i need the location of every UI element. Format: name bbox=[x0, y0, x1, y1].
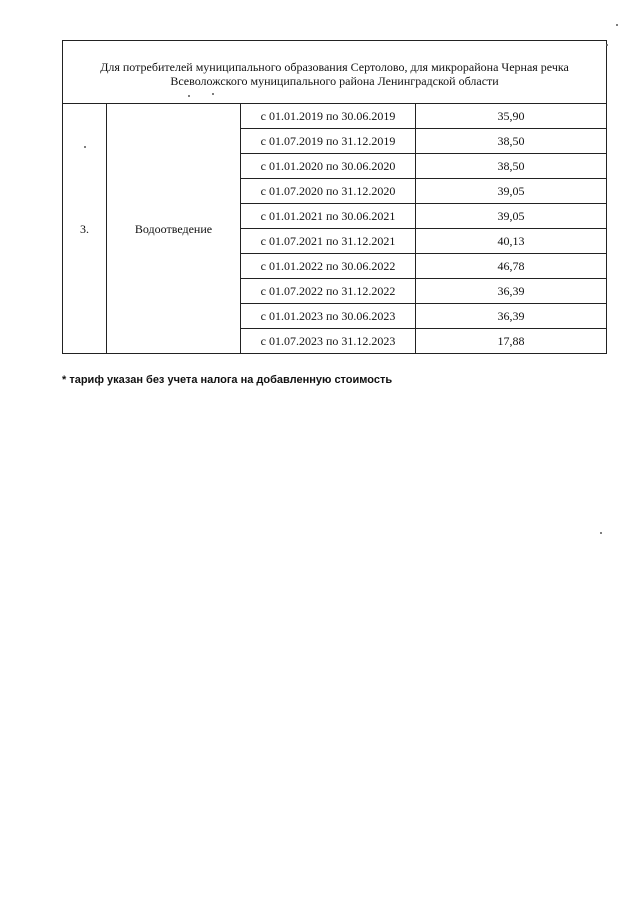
scan-speck bbox=[600, 532, 602, 534]
period-cell: с 01.07.2019 по 31.12.2019 bbox=[241, 129, 416, 154]
period-cell: с 01.07.2022 по 31.12.2022 bbox=[241, 279, 416, 304]
tariff-value-cell: 35,90 bbox=[416, 104, 607, 129]
period-cell: с 01.07.2020 по 31.12.2020 bbox=[241, 179, 416, 204]
period-cell: с 01.07.2021 по 31.12.2021 bbox=[241, 229, 416, 254]
footnote: * тариф указан без учета налога на добавленную стоимость bbox=[62, 374, 393, 386]
period-cell: с 01.07.2023 по 31.12.2023 bbox=[241, 329, 416, 354]
tariff-table bbox=[62, 40, 607, 354]
tariff-value-cell: 40,13 bbox=[416, 229, 607, 254]
tariff-value-cell: 39,05 bbox=[416, 204, 607, 229]
row-number-cell: 3. bbox=[63, 104, 107, 354]
table-header: Для потребителей муниципального образования Сертолово, для микрорайона Черная речка Всеволожского муниципального района Ленинградской области bbox=[63, 41, 607, 104]
period-cell: с 01.01.2020 по 30.06.2020 bbox=[241, 154, 416, 179]
period-cell: с 01.01.2023 по 30.06.2023 bbox=[241, 304, 416, 329]
period-cell: с 01.01.2021 по 30.06.2021 bbox=[241, 204, 416, 229]
tariff-value-cell: 36,39 bbox=[416, 304, 607, 329]
tariff-value-cell: 46,78 bbox=[416, 254, 607, 279]
service-name-cell: Водоотведение bbox=[107, 104, 241, 354]
tariff-value-cell: 17,88 bbox=[416, 329, 607, 354]
tariff-value-cell: 38,50 bbox=[416, 154, 607, 179]
tariff-value-cell: 36,39 bbox=[416, 279, 607, 304]
table-row bbox=[63, 104, 607, 129]
tariff-value-cell: 39,05 bbox=[416, 179, 607, 204]
period-cell: с 01.01.2019 по 30.06.2019 bbox=[241, 104, 416, 129]
scan-speck bbox=[616, 24, 618, 26]
scan-speck bbox=[84, 146, 86, 148]
scan-speck bbox=[606, 44, 608, 46]
table-header-row bbox=[63, 41, 607, 104]
scan-speck bbox=[212, 93, 214, 95]
tariff-value-cell: 38,50 bbox=[416, 129, 607, 154]
period-cell: с 01.01.2022 по 30.06.2022 bbox=[241, 254, 416, 279]
scan-speck bbox=[188, 95, 190, 97]
